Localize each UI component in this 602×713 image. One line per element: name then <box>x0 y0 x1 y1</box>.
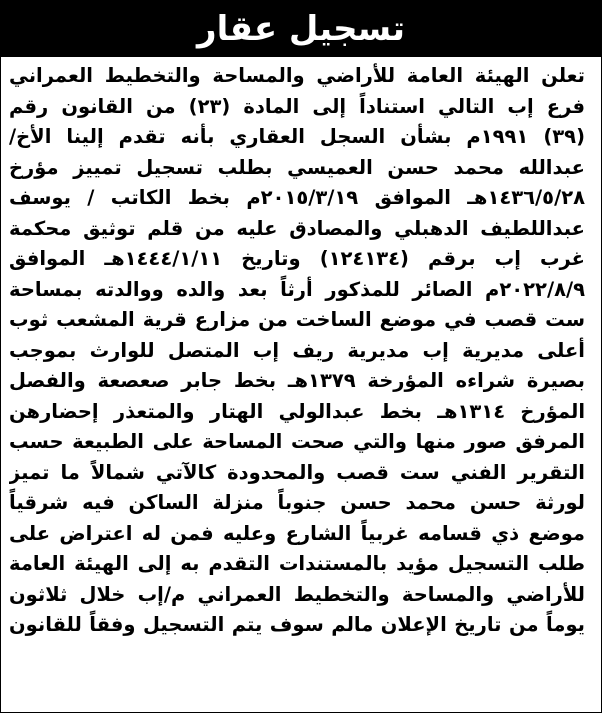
notice-line: ١٤٣٦/٥/٢٨هـ الموافق ٢٠١٥/٣/١٩م بخط الكاتب / يوسف <box>9 186 585 209</box>
notice-title: تسجيل عقار <box>197 9 405 49</box>
notice-line: عبداللطيف الدهبلي والمصادق عليه من قلم توثيق محكمة <box>9 216 585 240</box>
notice-line: عبدالله محمد حسن العميسي بطلب تسجيل تمييز مؤرخ <box>9 155 585 179</box>
notice-line: المؤرخ ١٣١٤هـ بخط عبدالولي الهتار والمتعذر إحضارهن <box>9 399 585 423</box>
notice-line: موضع ذي قسامه غربياً الشارع وعليه فمن له اعتراض على <box>9 521 585 545</box>
notice-line: التقرير الفني ست قصب والمحدودة كالآتي شمالاً ما تميز <box>9 460 585 484</box>
notice-title-bar <box>1 1 601 57</box>
notice-line: ست قصب في موضع الساخت من مزارع قرية المشعب ثوب <box>9 308 585 331</box>
notice-line: أعلى مديرية إب مديرية ريف إب المتصل للوارث بموجب <box>9 338 585 362</box>
notice-line: طلب التسجيل مؤيد بالمستندات التقدم به إلى الهيئة العامة <box>9 552 585 575</box>
notice-line: بصيرة شراءه المؤرخة ١٣٧٩هـ بخط جابر صعصعة والفصل <box>9 369 585 392</box>
notice-line: (٣٩) ١٩٩١م بشأن السجل العقاري بأنه تقدم إلينا الأخ/ <box>9 125 585 148</box>
notice-body <box>1 57 601 641</box>
notice-line: تعلن الهيئة العامة للأراضي والمساحة والتخطيط العمراني <box>9 64 585 87</box>
notice-paragraph <box>1 61 601 641</box>
notice-line: لورثة حسن محمد حسن جنوباً منزلة الساكن فيه شرقياً <box>9 491 585 514</box>
notice-line: فرع إب التالي استناداً إلى المادة (٢٣) من القانون رقم <box>9 94 585 118</box>
notice-line: يوماً من تاريخ الإعلان مالم سوف يتم التسجيل وفقاً للقانون <box>9 613 585 636</box>
notice-line: للأراضي والمساحة والتخطيط العمراني م/إب خلال ثلاثون <box>9 582 585 606</box>
notice-line: غرب إب برقم (١٢٤١٣٤) وتاريخ ١٤٤٤/١/١١هـ الموافق <box>9 247 585 270</box>
notice-line: ٢٠٢٢/٨/٩م الصائر للمذكور أرثاً بعد والده ووالدته بمساحة <box>9 277 585 301</box>
notice-line: المرفق صور منها والتي صحت المساحة على الطبيعة حسب <box>9 430 585 453</box>
